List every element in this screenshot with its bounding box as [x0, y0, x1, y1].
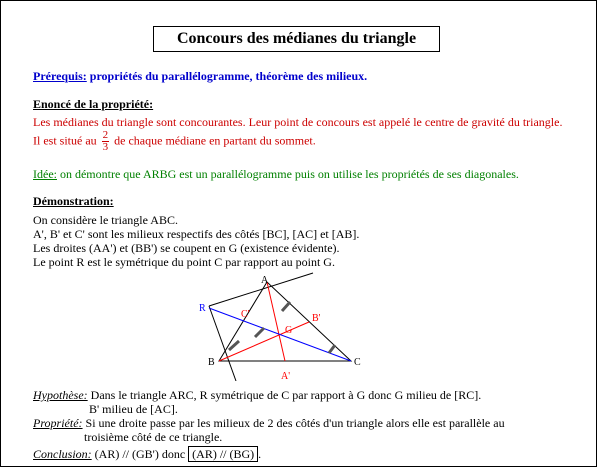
enonce-line-2-before: Il est situé au — [33, 133, 100, 148]
median-bb-prime — [219, 322, 309, 361]
propriete-label: Propriété: — [33, 416, 83, 430]
fraction-numerator: 2 — [102, 129, 109, 141]
conclusion-boxed-result: (AR) // (BG) — [188, 446, 258, 462]
idee-text: on démontre que ARBG est un parallélogramme puis on utilise les propriétés de ses diagonales. — [56, 167, 519, 181]
label-c-prime: C' — [241, 309, 250, 320]
label-b: B — [208, 357, 215, 368]
prereq-label: Prérequis: — [33, 69, 87, 83]
conclusion-end: . — [258, 447, 262, 461]
label-c: C — [354, 357, 361, 368]
enonce-line-2 — [33, 130, 316, 153]
propriete-text-1: Si une droite passe par les milieux de 2 des côtés d'un triangle alors elle est parallèle au — [82, 416, 505, 430]
tick-ac — [329, 345, 335, 353]
hypothese-text-1: Dans le triangle ARC, R symétrique de C par rapport à G donc G milieu de [RC]. — [87, 388, 482, 402]
propriete-line-2: troisième côté de ce triangle. — [84, 430, 223, 444]
conclusion-text: (AR) // (GB') donc — [91, 447, 189, 461]
conclusion-label: Conclusion: — [33, 447, 92, 461]
demo-heading: Démonstration: — [33, 194, 114, 208]
label-g: G — [285, 325, 293, 336]
tick-ab — [282, 302, 290, 311]
label-a-prime: A' — [281, 371, 291, 381]
hypothese-line-1 — [33, 388, 481, 402]
tick-bg-2 — [255, 328, 264, 337]
idee-line — [33, 167, 519, 181]
enonce-line-2-after: de chaque médiane en partant du sommet. — [111, 133, 316, 148]
prereq-line — [33, 69, 367, 83]
label-b-prime: B' — [312, 313, 321, 324]
page-title: Concours des médianes du triangle — [153, 26, 440, 52]
idee-label: Idée: — [33, 167, 57, 181]
propriete-line-1 — [33, 416, 505, 430]
label-a: A — [261, 275, 269, 286]
prereq-text: propriétés du parallélogramme, théorème des milieux. — [86, 69, 368, 83]
demo-line-1: On considère le triangle ABC. — [33, 213, 178, 227]
label-r: R — [199, 303, 206, 314]
enonce-line-1: Les médianes du triangle sont concourantes. Leur point de concours est appelé le centre de gravité du triangle. — [33, 115, 563, 129]
hypothese-line-2: B' milieu de [AC]. — [89, 402, 178, 416]
fraction-denominator: 3 — [102, 141, 109, 153]
line-rb — [209, 306, 236, 381]
demo-line-4: Le point R est le symétrique du point C par rapport au point G. — [33, 255, 335, 269]
fraction-two-thirds — [102, 130, 110, 153]
enonce-heading: Enoncé de la propriété: — [33, 97, 154, 111]
hypothese-label: Hypothèse: — [33, 388, 88, 402]
demo-line-3: Les droites (AA') et (BB') se coupent en G (existence évidente). — [33, 241, 340, 255]
triangle-figure — [196, 271, 381, 381]
conclusion-line — [33, 447, 261, 461]
median-aa-prime — [267, 282, 285, 361]
demo-line-2: A', B' et C' sont les milieux respectifs des côtés [BC], [AC] et [AB]. — [33, 227, 360, 241]
